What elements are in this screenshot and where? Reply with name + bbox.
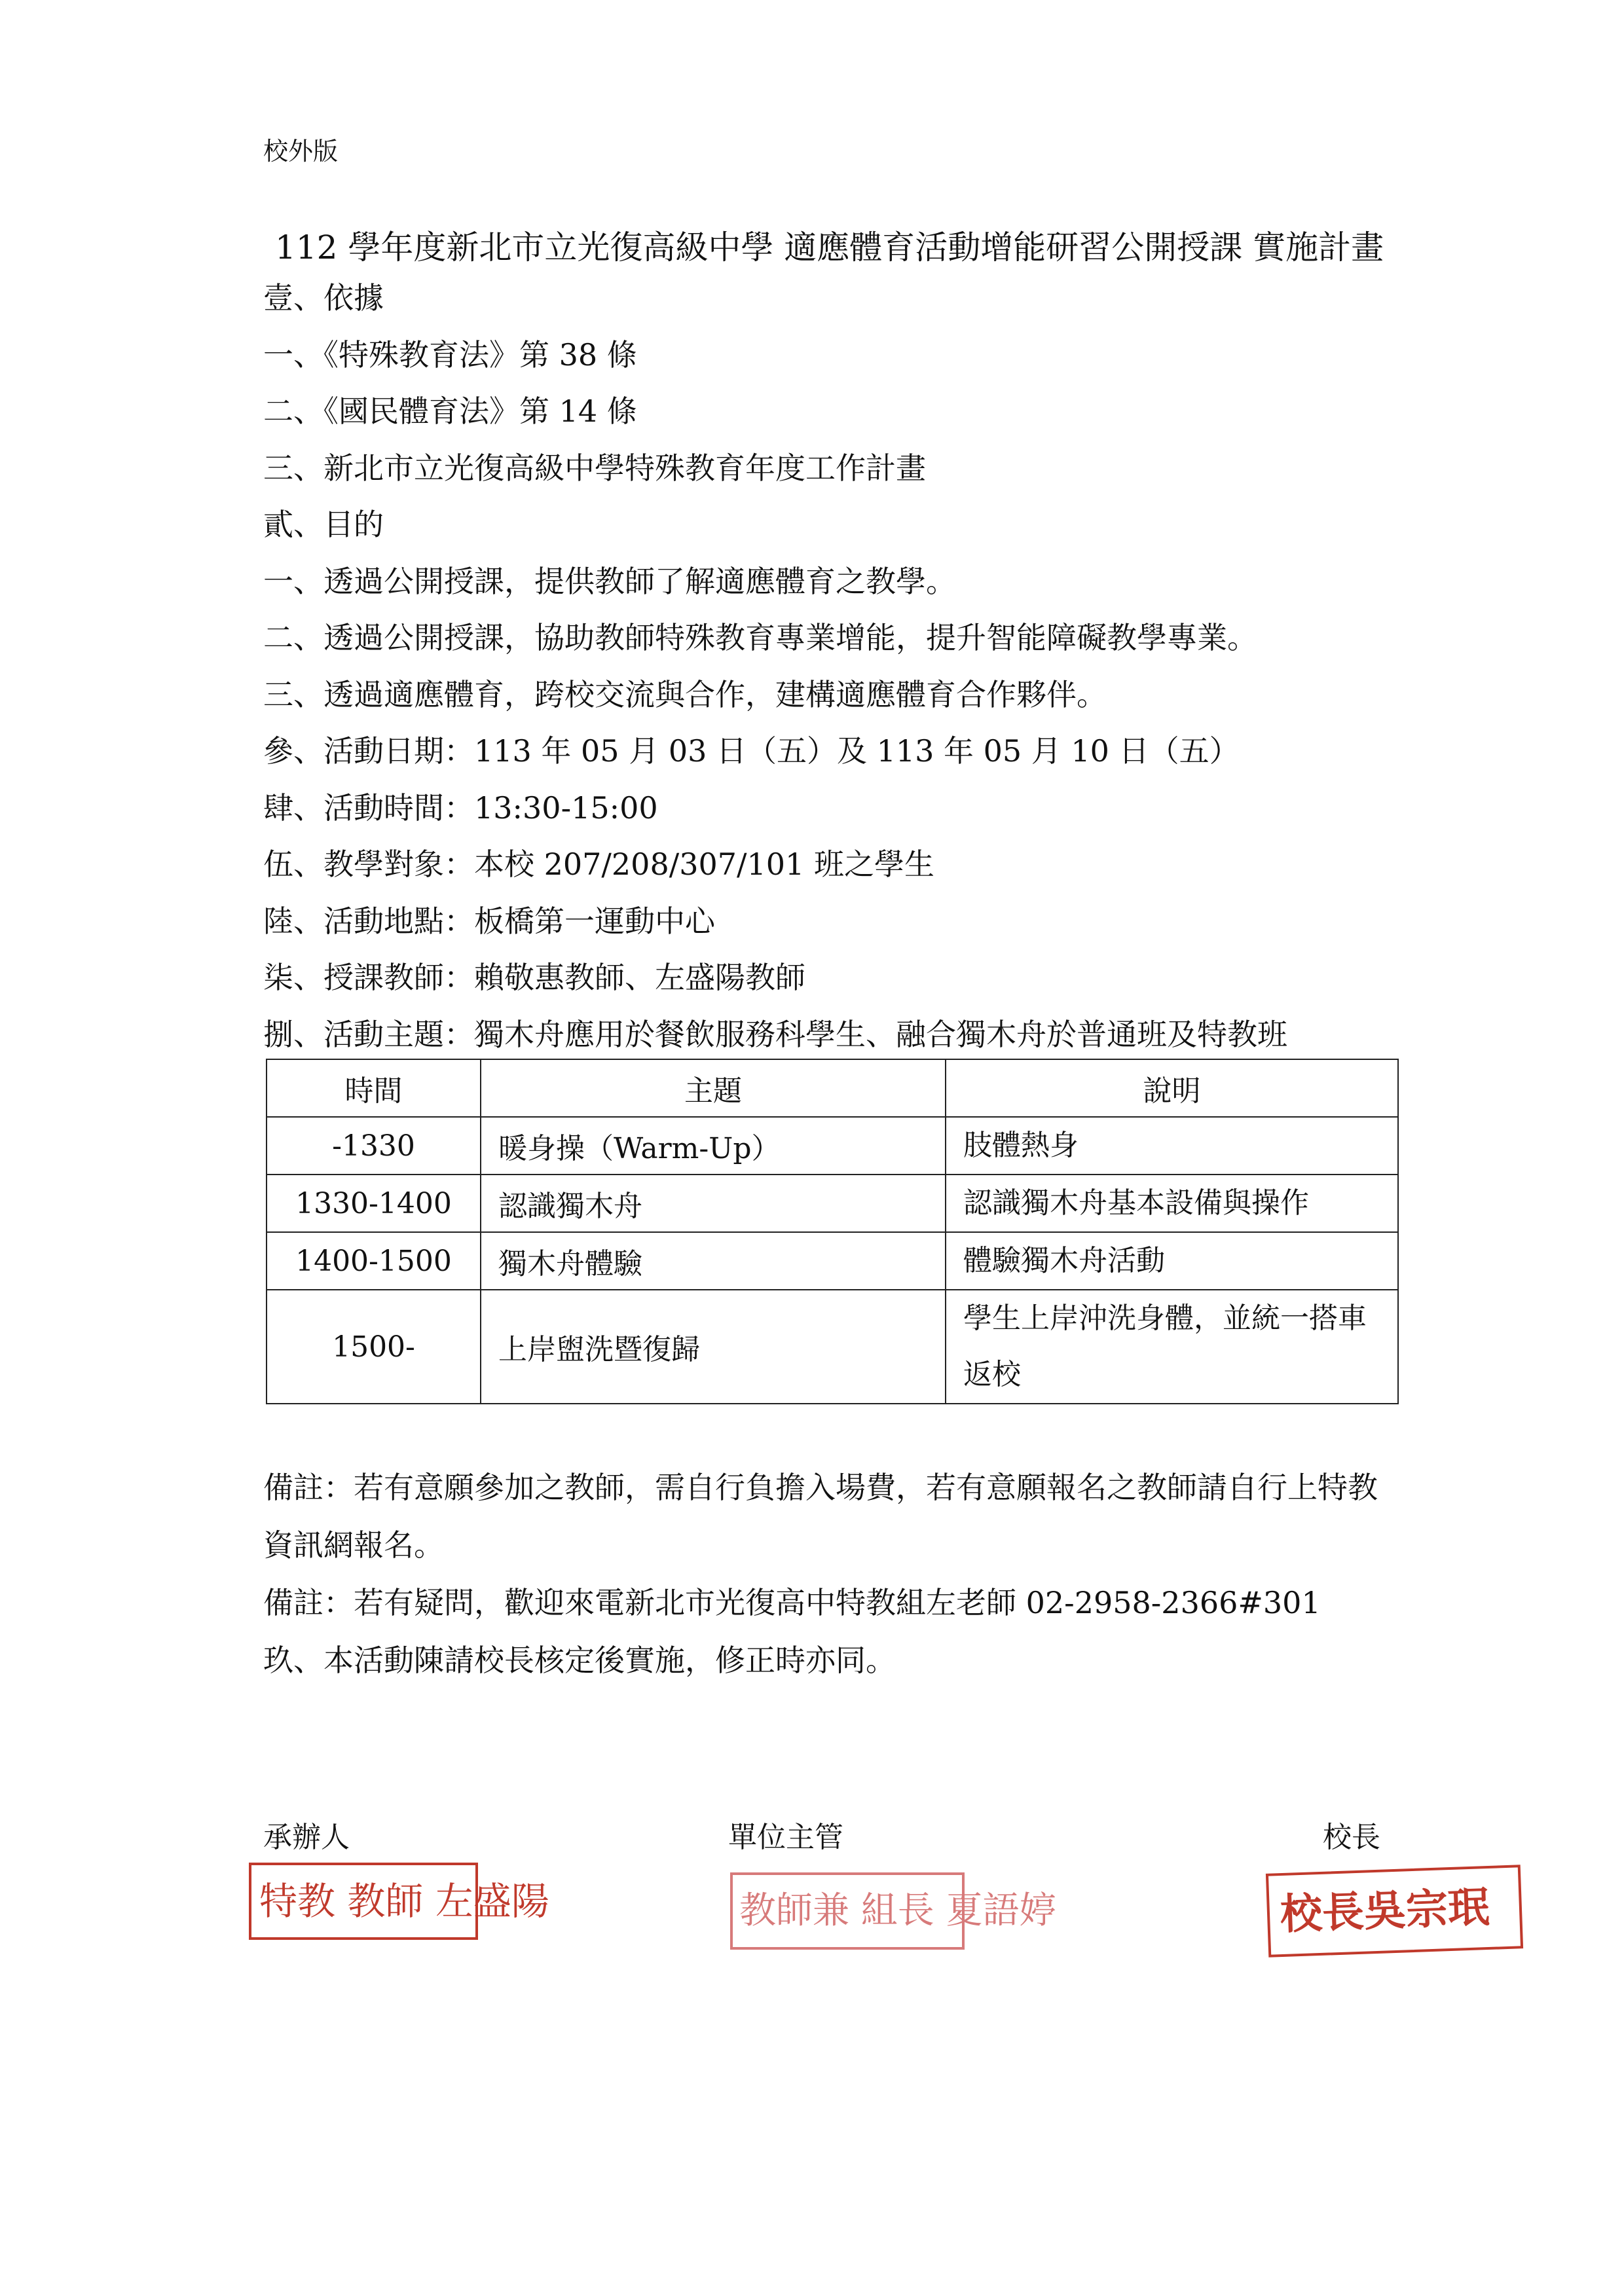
signature-label-handler: 承辦人 <box>263 1821 350 1854</box>
section-line: 陸、活動地點：板橋第一運動中心 <box>263 903 715 939</box>
time-cell: -1330 <box>267 1117 481 1175</box>
section-line: 貳、目的 <box>263 507 384 542</box>
table-row <box>267 1175 1398 1232</box>
header-topic: 主題 <box>481 1059 946 1117</box>
table-header-row <box>267 1059 1398 1117</box>
section-line: 一、透過公開授課，提供教師了解適應體育之教學。 <box>263 563 956 599</box>
topic-cell: 認識獨木舟 <box>481 1175 946 1232</box>
document-title: 112 學年度新北市立光復高級中學 適應體育活動增能研習公開授課 實施計畫 <box>275 228 1384 266</box>
principal-seal-stamp: 校長吳宗珉 <box>1266 1865 1523 1957</box>
schedule-table <box>266 1059 1399 1404</box>
note-paragraph: 玖、本活動陳請校長核定後實施，修正時亦同。 <box>263 1643 896 1678</box>
plan-sections <box>263 270 1390 1063</box>
note-cell: 體驗獨木舟活動 <box>946 1232 1398 1290</box>
topic-cell: 獨木舟體驗 <box>481 1232 946 1290</box>
table-row <box>267 1232 1398 1290</box>
section-line: 三、透過適應體育，跨校交流與合作，建構適應體育合作夥伴。 <box>263 676 1107 712</box>
time-cell: 1400-1500 <box>267 1232 481 1290</box>
topic-cell: 暖身操（Warm-Up） <box>481 1117 946 1175</box>
table-row <box>267 1290 1398 1404</box>
time-cell: 1330-1400 <box>267 1175 481 1232</box>
signature-label-supervisor: 單位主管 <box>728 1821 843 1854</box>
notes-section <box>263 1459 1390 1689</box>
edition-label: 校外版 <box>263 137 339 166</box>
section-line: 捌、活動主題：獨木舟應用於餐飲服務科學生、融合獨木舟於普通班及特教班 <box>263 1016 1287 1052</box>
table-row <box>267 1117 1398 1175</box>
section-line: 肆、活動時間：13:30-15:00 <box>263 790 658 826</box>
time-cell: 1500- <box>267 1290 481 1404</box>
section-line: 參、活動日期：113 年 05 月 03 日（五）及 113 年 05 月 10 日（五） <box>263 733 1240 769</box>
note-cell: 肢體熱身 <box>946 1117 1398 1175</box>
section-line: 一、《特殊教育法》第 38 條 <box>263 337 637 373</box>
note-paragraph: 備註：若有意願參加之教師，需自行負擔入場費，若有意願報名之教師請自行上特教資訊網報名。 <box>263 1470 1378 1563</box>
topic-cell: 上岸盥洗暨復歸 <box>481 1290 946 1404</box>
signature-label-principal: 校長 <box>1323 1821 1380 1854</box>
section-line: 柒、授課教師：賴敬惠教師、左盛陽教師 <box>263 960 805 995</box>
handler-seal-stamp: 特教 教師 左盛陽 <box>249 1863 478 1940</box>
note-paragraph: 備註：若有疑問，歡迎來電新北市光復高中特教組左老師 02-2958-2366#301 <box>263 1585 1321 1620</box>
section-line: 伍、教學對象：本校 207/208/307/101 班之學生 <box>263 847 934 882</box>
note-cell: 學生上岸沖洗身體，並統一搭車返校 <box>946 1290 1398 1404</box>
header-time: 時間 <box>267 1059 481 1117</box>
section-line: 二、透過公開授課，協助教師特殊教育專業增能，提升智能障礙教學專業。 <box>263 620 1257 655</box>
section-line: 二、《國民體育法》第 14 條 <box>263 393 637 429</box>
supervisor-seal-stamp: 教師兼 組長 夏語婷 <box>730 1872 965 1950</box>
note-cell: 認識獨木舟基本設備與操作 <box>946 1175 1398 1232</box>
section-line: 壹、依據 <box>263 280 384 316</box>
section-line: 三、新北市立光復高級中學特殊教育年度工作計畫 <box>263 450 926 486</box>
header-note: 說明 <box>946 1059 1398 1117</box>
